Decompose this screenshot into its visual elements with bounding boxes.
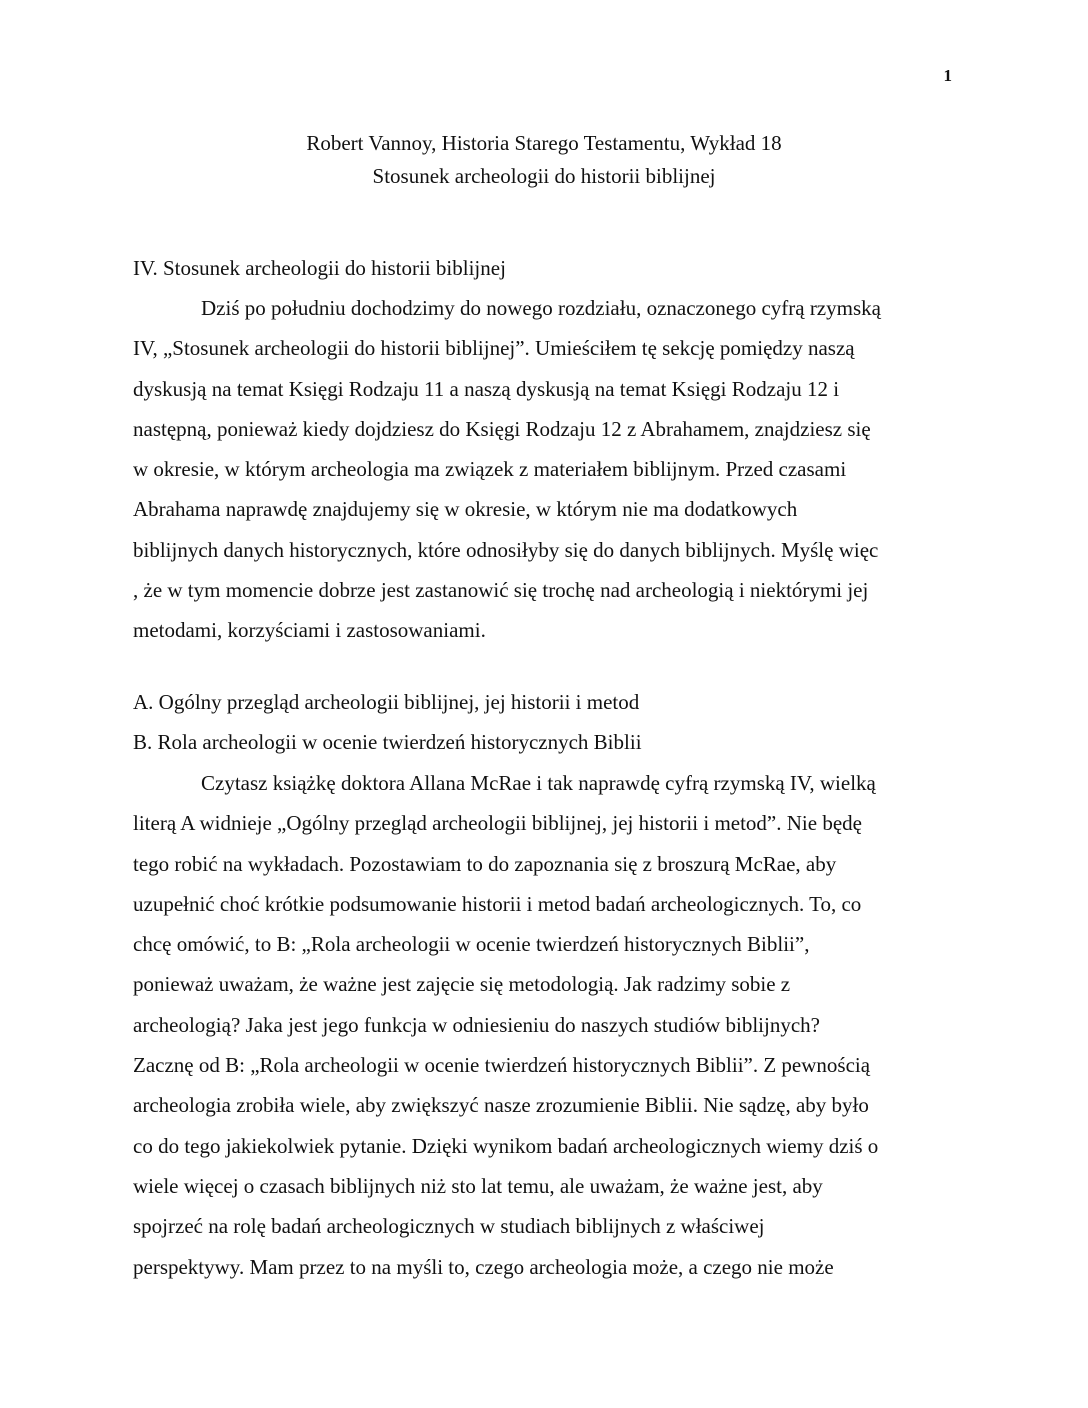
paragraph-line: Dziś po południu dochodzimy do nowego rozdziału, oznaczonego cyfrą rzymską bbox=[201, 296, 881, 320]
paragraph-line: w okresie, w którym archeologia ma związek z materiałem biblijnym. Przed czasami bbox=[133, 457, 847, 482]
document-title bbox=[0, 127, 1088, 193]
paragraph-line: biblijnych danych historycznych, które odnosiłyby się do danych biblijnych. Myślę więc bbox=[133, 537, 879, 562]
paragraph-line: metodami, korzyściami i zastosowaniami. bbox=[133, 618, 486, 643]
paragraph-intro bbox=[133, 288, 973, 651]
subsection-heading-a: A. Ogólny przegląd archeologii biblijnej, jej historii i metod bbox=[133, 690, 640, 714]
paragraph-line: archeologią? Jaka jest jego funkcja w odniesieniu do naszych studiów biblijnych? bbox=[133, 1012, 820, 1037]
paragraph-line: perspektywy. Mam przez to na myśli to, czego archeologia może, a czego nie może bbox=[133, 1254, 834, 1279]
paragraph-line: Abrahama naprawdę znajdujemy się w okresie, w którym nie ma dodatkowych bbox=[133, 497, 798, 522]
paragraph-line: Zacznę od B: „Rola archeologii w ocenie twierdzeń historycznych Biblii”. Z pewnością bbox=[133, 1053, 871, 1078]
subsection-list bbox=[133, 682, 973, 763]
paragraph-line: Czytasz książkę doktora Allana McRae i tak naprawdę cyfrą rzymską IV, wielką bbox=[201, 771, 876, 795]
page-number: 1 bbox=[943, 66, 952, 85]
title-line-2: Stosunek archeologii do historii biblijnej bbox=[372, 164, 716, 188]
paragraph-line: IV, „Stosunek archeologii do historii biblijnej”. Umieściłem tę sekcję pomiędzy naszą bbox=[133, 336, 855, 361]
paragraph-line: ponieważ uważam, że ważne jest zajęcie się metodologią. Jak radzimy sobie z bbox=[133, 972, 791, 997]
section-heading-text: IV. Stosunek archeologii do historii biblijnej bbox=[133, 256, 506, 280]
paragraph-line: co do tego jakiekolwiek pytanie. Dzięki wynikom badań archeologicznych wiemy dziś o bbox=[133, 1133, 879, 1158]
paragraph-line: , że w tym momencie dobrze jest zastanowić się trochę nad archeologią i niektórymi jej bbox=[133, 578, 869, 603]
paragraph-line: uzupełnić choć krótkie podsumowanie historii i metod badań archeologicznych. To, co bbox=[133, 891, 862, 916]
paragraph-line: archeologia zrobiła wiele, aby zwiększyć nasze zrozumienie Biblii. Nie sądzę, aby było bbox=[133, 1093, 869, 1118]
paragraph-line: literą A widnieje „Ogólny przegląd archeologii biblijnej, jej historii i metod”. Nie będę bbox=[133, 811, 862, 836]
paragraph-line: chcę omówić, to B: „Rola archeologii w ocenie twierdzeń historycznych Biblii”, bbox=[133, 932, 810, 957]
section-heading bbox=[133, 248, 973, 288]
subsection-heading-b: B. Rola archeologii w ocenie twierdzeń historycznych Biblii bbox=[133, 730, 642, 755]
title-line-1: Robert Vannoy, Historia Starego Testamentu, Wykład 18 bbox=[306, 131, 782, 155]
paragraph-line: spojrzeć na rolę badań archeologicznych w studiach biblijnych z właściwej bbox=[133, 1214, 765, 1239]
paragraph-line: tego robić na wykładach. Pozostawiam to do zapoznania się z broszurą McRae, aby bbox=[133, 851, 837, 876]
paragraph-line: wiele więcej o czasach biblijnych niż sto lat temu, ale uważam, że ważne jest, aby bbox=[133, 1173, 823, 1198]
paragraph-role-of-archaeology bbox=[133, 763, 973, 1287]
paragraph-line: dyskusją na temat Księgi Rodzaju 11 a naszą dyskusją na temat Księgi Rodzaju 12 i bbox=[133, 376, 840, 401]
paragraph-line: następną, ponieważ kiedy dojdziesz do Księgi Rodzaju 12 z Abrahamem, znajdziesz się bbox=[133, 416, 871, 441]
